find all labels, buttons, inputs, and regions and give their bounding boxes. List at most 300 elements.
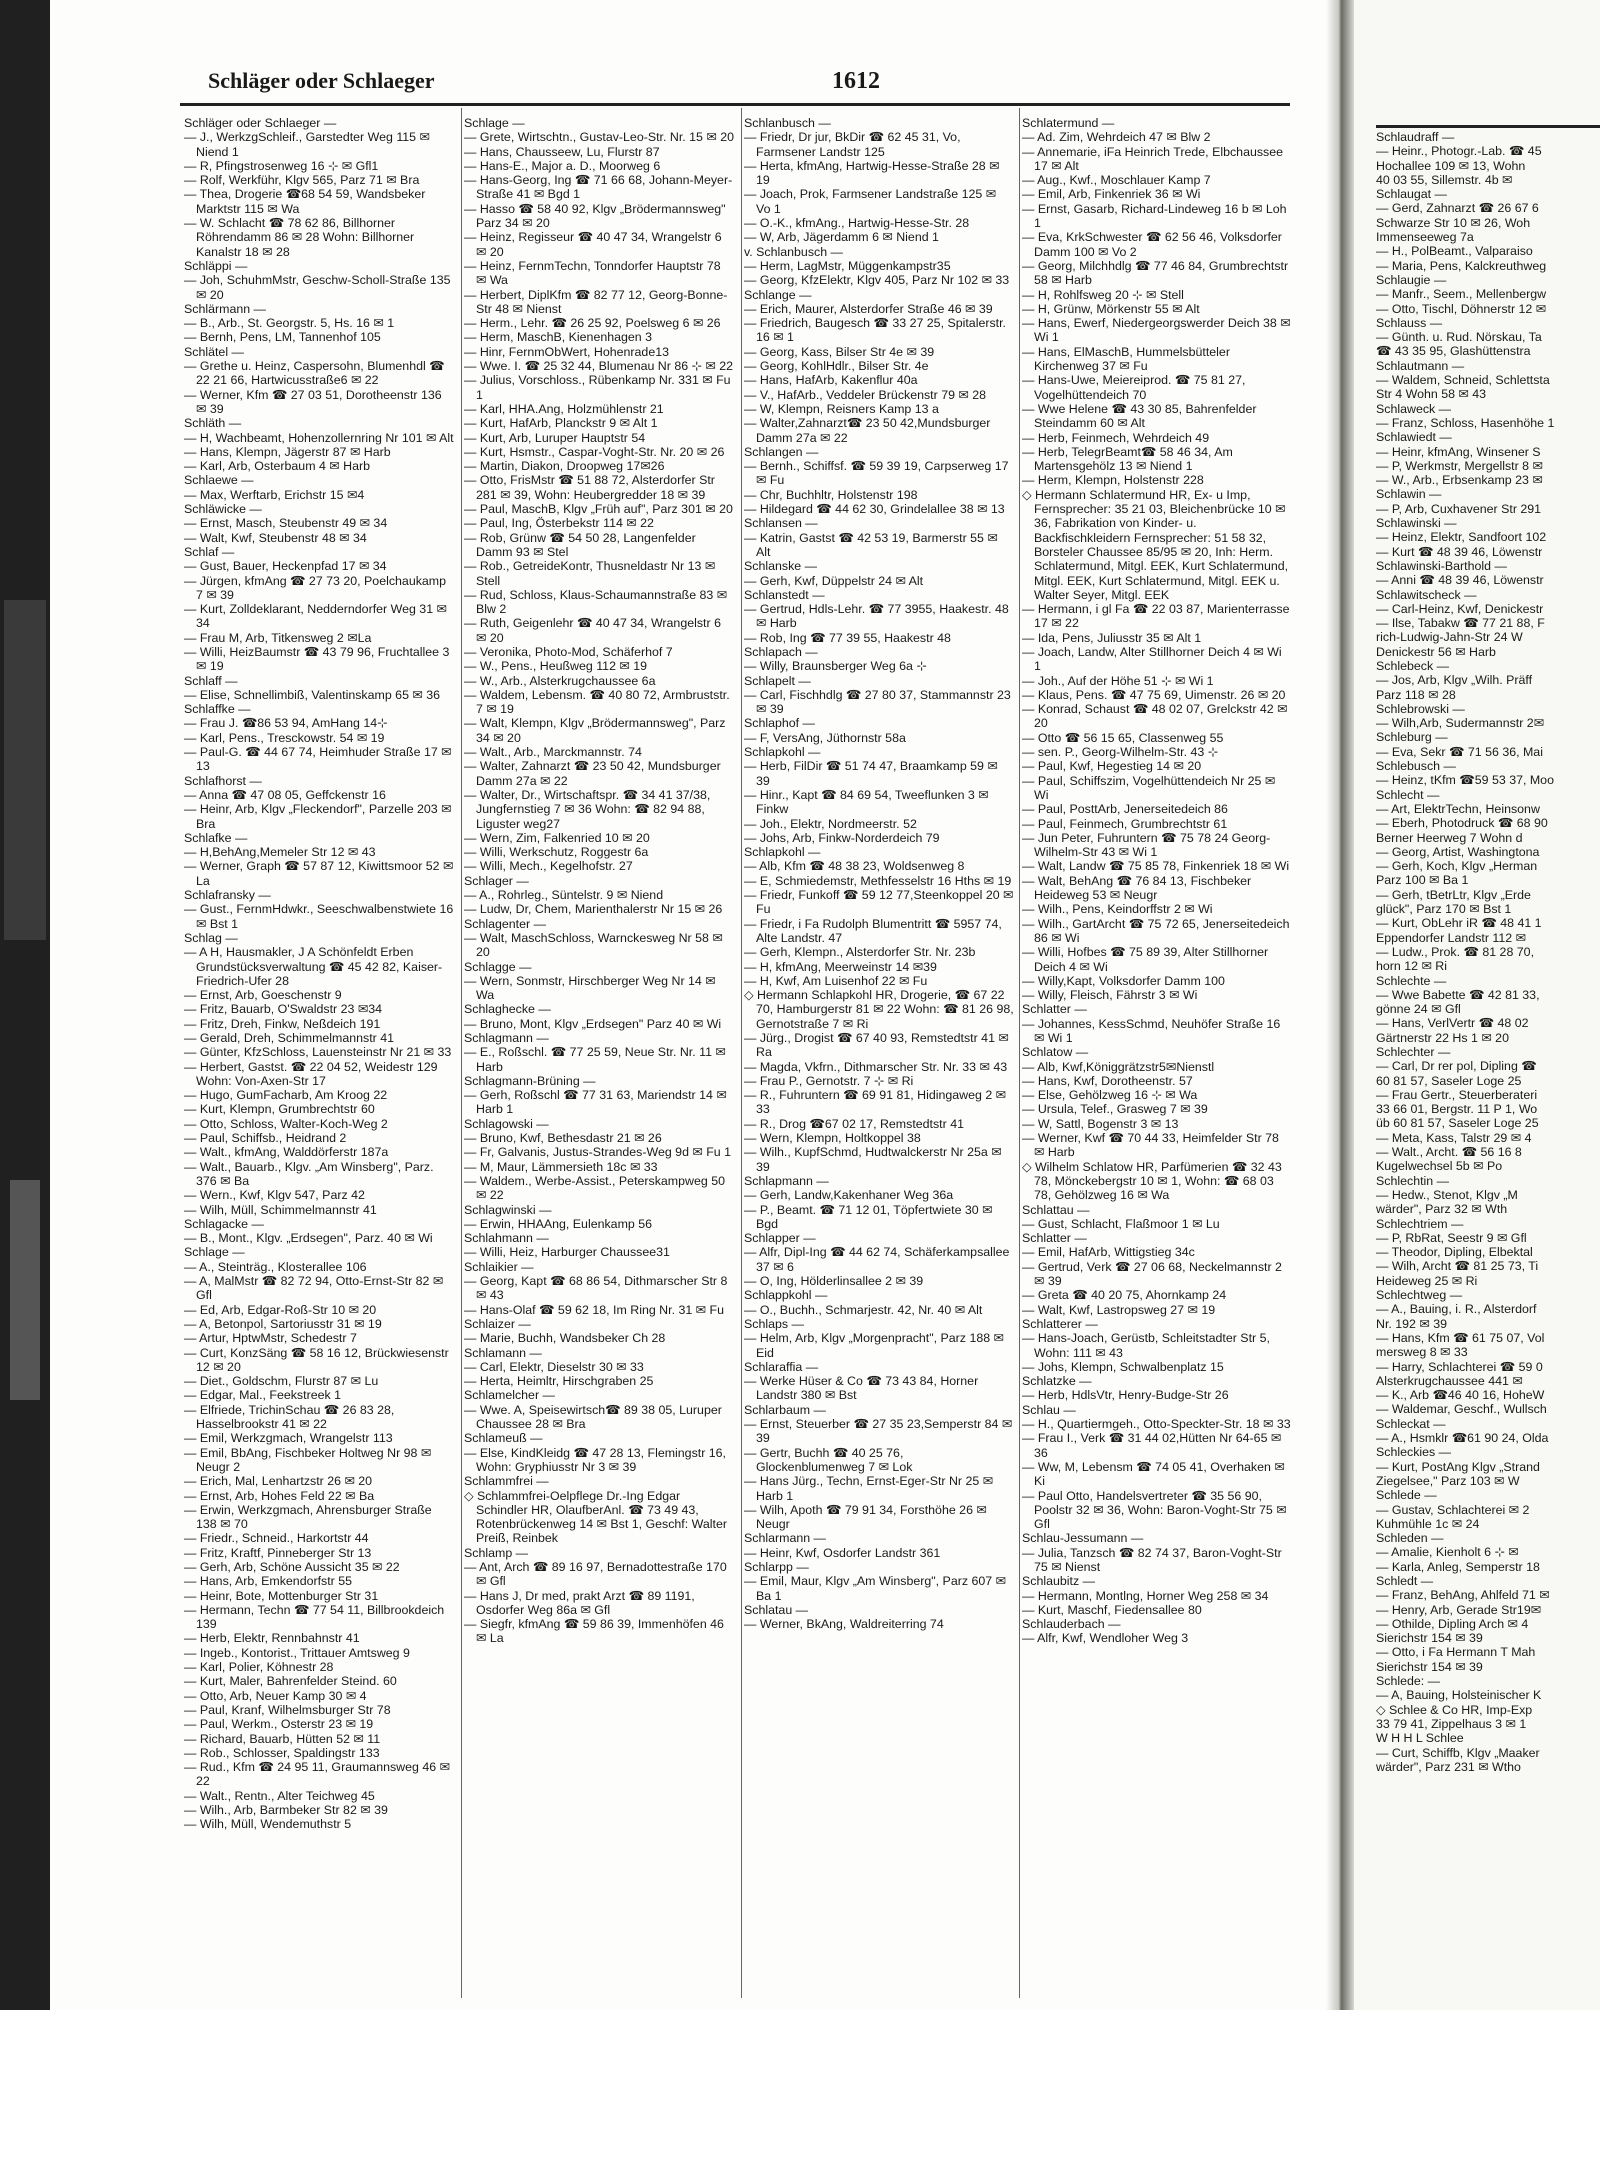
directory-entry: Gärtnerstr 22 Hs 1 ✉ 20 — [1376, 1030, 1509, 1045]
directory-entry: — Werke Hüser & Co ☎ 73 43 84, Horner Landstr 380 ✉ Bst — [744, 1374, 979, 1403]
directory-entry: — Erwin, HHAAng, Eulenkamp 56 — [464, 1216, 653, 1231]
directory-entry: — Hinr, FernmObWert, Hohenrade13 — [464, 344, 669, 359]
directory-entry: — Manfr., Seem., Mellenbergw — [1376, 287, 1547, 302]
directory-entry: — Bernh., Schiffsf. ☎ 59 39 19, Carpserweg 17 ✉ Fu — [744, 459, 1009, 488]
directory-entry: — Julius, Vorschloss., Rübenkamp Nr. 331 ✉ Fu 1 — [464, 373, 731, 402]
directory-entry: — Wilh,Arb, Sudermannstr 2✉ — [1376, 716, 1545, 731]
running-head: Schläger oder Schlaeger — [208, 68, 435, 93]
directory-entry: — Hans-Uwe, Meiereiprod. ☎ 75 81 27, Vogelhüttendeich 70 — [1022, 373, 1246, 402]
surname-heading: Schlaubitz — — [1022, 1574, 1096, 1589]
directory-entry: — Hasso ☎ 58 40 92, Klgv „Brödermannsweg" Parz 34 ✉ 20 — [464, 201, 726, 231]
directory-entry: — Frau P., Gernotstr. 7 ⊹ ✉ Ri — [744, 1073, 914, 1088]
directory-entry: — Harry, Schlachterei ☎ 59 0 — [1376, 1359, 1543, 1374]
directory-entry: — A, Betonpol, Sartoriusstr 31 ✉ 19 — [184, 1316, 382, 1331]
directory-entry: — Georg, KfzElektr, Klgv 405, Parz Nr 102 ✉ 33 — [744, 273, 1010, 288]
directory-entry: — Wilh., GartArcht ☎ 75 72 65, Jenerseitedeich 86 ✉ Wi — [1022, 916, 1290, 945]
directory-entry: — Wern, Sonmstr, Hirschberger Weg Nr 14 ✉ Wa — [464, 973, 716, 1003]
directory-entry: — Jun Peter, Fuhruntern ☎ 75 78 24 Georg-Wilhelm-Str 43 ✉ Wi 1 — [1022, 830, 1271, 860]
directory-entry: — Ilse, Tabakw ☎ 77 21 88, F — [1376, 616, 1545, 631]
directory-entry: — A., Hsmklr ☎61 90 24, Olda — [1376, 1431, 1549, 1446]
surname-heading: Schlechter — — [1376, 1045, 1451, 1059]
directory-entry: — Werner, Graph ☎ 57 87 12, Kiwittsmoor 52 ✉ La — [184, 859, 454, 888]
directory-entry: — O.-K., kfmAng., Hartwig-Hesse-Str. 28 — [744, 216, 970, 231]
directory-entry: — Wilh., Pens, Keindorffstr 2 ✉ Wi — [1022, 902, 1213, 917]
directory-entry: horn 12 ✉ Ri — [1376, 959, 1447, 974]
surname-heading: Schlauderbach — — [1022, 1617, 1121, 1632]
directory-entry: — Paul, PosttArb, Jenerseitedeich 86 — [1022, 802, 1228, 817]
directory-entry: — Heinr, kfmAng, Winsener S — [1376, 444, 1541, 459]
directory-entry: — Ernst, Masch, Steubenstr 49 ✉ 34 — [184, 516, 388, 531]
surname-heading: v. Schlanbusch — — [744, 244, 843, 259]
surname-heading: Schlamann — — [464, 1345, 542, 1360]
surname-heading: Schlahmann — — [464, 1231, 549, 1246]
directory-column-3 — [744, 116, 1014, 1996]
surname-heading: Schlafke — — [184, 830, 248, 845]
directory-entry: — Kurt, Arb, Luruper Hauptstr 54 — [464, 430, 646, 445]
directory-entry: — Herbert, Gastst. ☎ 22 04 52, Weidestr 129 Wohn: Von-Axen-Str 17 — [184, 1059, 438, 1088]
directory-entry: — Rolf, Werkführ, Klgv 565, Parz 71 ✉ Bra — [184, 173, 420, 188]
directory-entry: — Jürg., Drogist ☎ 67 40 93, Remstedtstr 41 ✉ Ra — [744, 1031, 1009, 1060]
directory-entry: — Joach, Landw, Alter Stillhorner Deich 4 ✉ Wi 1 — [1022, 644, 1282, 674]
directory-entry: — Wwe Helene ☎ 43 30 85, Bahrenfelder Steindamm 60 ✉ Alt — [1022, 401, 1257, 431]
surname-heading: Schlatow — — [1022, 1045, 1089, 1060]
directory-entry: — Heinr., Photogr.-Lab. ☎ 45 — [1376, 144, 1542, 159]
surname-heading: Schlecht — — [1376, 787, 1440, 802]
directory-entry: — Herm, Klempn, Holstenstr 228 — [1022, 473, 1204, 488]
directory-entry: — Emil, Arb, Finkenriek 36 ✉ Wi — [1022, 187, 1201, 202]
directory-entry: — Otto, i Fa Hermann T Mah — [1376, 1645, 1536, 1660]
directory-entry: — sen. P., Georg-Wilhelm-Str. 43 ⊹ — [1022, 745, 1219, 760]
directory-entry: — Herm., Lehr. ☎ 26 25 92, Poelsweg 6 ✉ 26 — [464, 316, 721, 331]
directory-entry: — Gerh, Roßschl ☎ 77 31 63, Mariendstr 14 ✉ Harb 1 — [464, 1088, 727, 1117]
directory-entry: — Willi, Werkschutz, Roggestr 6a — [464, 845, 649, 860]
directory-entry: — Friedr, Dr jur, BkDir ☎ 62 45 31, Vo, Farmsener Landstr 125 — [744, 130, 961, 159]
directory-entry: — Maria, Pens, Kalckreuthweg — [1376, 258, 1547, 273]
directory-entry: — Paul, Schiffszim, Vogelhüttendeich Nr 25 ✉ Wi — [1022, 773, 1276, 802]
directory-entry: — Emil, BbAng, Fischbeker Holtweg Nr 98 ✉ Neugr 2 — [184, 1445, 432, 1474]
directory-entry: — Wilh, Apoth ☎ 79 91 34, Forsthöhe 26 ✉ Neugr — [744, 1502, 987, 1532]
directory-entry: — Grethe u. Heinz, Caspersohn, Blumenhdl ☎ 22 21 66, Hartwicusstraße6 ✉ 22 — [184, 359, 445, 388]
directory-entry: — Herb, HdlsVtr, Henry-Budge-Str 26 — [1022, 1388, 1229, 1403]
directory-entry: — Willy,Kapt, Volksdorfer Damm 100 — [1022, 973, 1225, 988]
directory-entry: — Alb, Kfm ☎ 48 38 23, Woldsenweg 8 — [744, 859, 965, 874]
surname-heading: Schlau-Jessumann — — [1022, 1531, 1144, 1546]
directory-entry: Eppendorfer Landstr 112 ✉ — [1376, 930, 1526, 945]
directory-entry: ◇ Schlammfrei-Oelpflege Dr.-Ing Edgar Schindler HR, OlaufberAnl. ☎ 73 49 43, Rotenbrückenweg 14 ✉ Bst 1, Geschf: Walter Preiß, Reinbek — [464, 1488, 727, 1546]
directory-entry: — Hans, Klempn, Jägerstr 87 ✉ Harb — [184, 444, 391, 459]
directory-entry: — Kurt, ObLehr iR ☎ 48 41 1 — [1376, 916, 1542, 931]
directory-entry: — Otto, FrisMstr ☎ 51 88 72, Alsterdorfer Str 281 ✉ 39, Wohn: Heubergredder 18 ✉ 39 — [464, 473, 715, 502]
directory-entry: — Julia, Tanzsch ☎ 82 74 37, Baron-Voght-Str 75 ✉ Nienst — [1022, 1545, 1282, 1574]
surname-heading: Schlauss — — [1376, 315, 1443, 330]
directory-entry: — Carl, Dr rer pol, Dipling ☎ — [1376, 1059, 1537, 1074]
directory-entry: — Elfriede, TrichinSchau ☎ 26 83 28, Hasselbrookstr 41 ✉ 22 — [184, 1402, 395, 1432]
directory-entry: — Gertr, Buchh ☎ 40 25 76, Glockenblumenweg 7 ✉ Lok — [744, 1445, 913, 1474]
surname-heading: Schlawin — — [1376, 487, 1442, 502]
directory-entry: — P, Arb, Cuxhavener Str 291 — [1376, 501, 1542, 516]
directory-entry: 40 03 55, Sillemstr. 4b ✉ — [1376, 172, 1513, 187]
directory-entry: — Wilh, Müll, Schimmelmannstr 41 — [184, 1202, 377, 1217]
directory-entry: ◇ Hermann Schlatermund HR, Ex- u Imp, Fernsprecher: 35 21 03, Bleichenbrücke 10 ✉ 36, Fabrikation von Kinder- u. Backfischkleidern Fernsprecher: 51 58 32, Borsteler Chaussee 85/95 ✉ 20, Inh: Herm. Schlatermund, Mitgl. EEK, Kurt Schlatermund, Mitgl. EEK, Kurt Schlatermund, Mitgl. EEK u. Walter Seyer, Mitgl. EEK — [1022, 487, 1289, 602]
surname-heading: Schlatau — — [744, 1602, 809, 1617]
directory-entry: — Hinr., Kapt ☎ 84 69 54, Tweeflunken 3 ✉ Finkw — [744, 787, 989, 817]
directory-entry: — Gerh, Kwf, Düppelstr 24 ✉ Alt — [744, 573, 924, 588]
surname-heading: Schlafhorst — — [184, 773, 262, 788]
directory-entry: Heideweg 25 ✉ Ri — [1376, 1273, 1478, 1288]
directory-entry: — E., Roßschl. ☎ 77 25 59, Neue Str. Nr. 11 ✉ Harb — [464, 1045, 726, 1074]
directory-entry: — Carl-Heinz, Kwf, Denickestr — [1376, 601, 1544, 616]
directory-entry: Str 4 Wohn 58 ✉ 43 — [1376, 387, 1487, 402]
directory-entry: — Alfr, Kwf, Wendloher Weg 3 — [1022, 1631, 1189, 1646]
directory-entry: — H, Wachbeamt, Hohenzollernring Nr 101 ✉ Alt — [184, 430, 454, 445]
directory-entry: — A H, Hausmakler, J A Schönfeldt Erben Grundstücksverwaltung ☎ 45 42 82, Kaiser-Friedrich-Ufer 28 — [184, 945, 443, 988]
directory-entry: — Günter, KfzSchloss, Lauensteinstr Nr 21 ✉ 33 — [184, 1045, 452, 1060]
directory-entry: üb 60 81 57, Saseler Loge 25 — [1376, 1116, 1539, 1131]
directory-entry: — Hugo, GumFacharb, Am Kroog 22 — [184, 1088, 388, 1103]
directory-entry: — Gerh, Landw,Kakenhaner Weg 36a — [744, 1188, 954, 1203]
directory-entry: — Gertrud, Hdls-Lehr. ☎ 77 3955, Haakestr. 48 ✉ Harb — [744, 602, 1009, 631]
surname-heading: Schlarmann — — [744, 1531, 826, 1546]
surname-heading: Schlebeck — — [1376, 658, 1450, 673]
directory-entry: — Kurt, Klempn, Grumbrechtstr 60 — [184, 1102, 375, 1117]
directory-column-1 — [184, 116, 454, 1996]
directory-entry: — Joh., Elektr, Nordmeerstr. 52 — [744, 816, 917, 831]
directory-entry: — Bruno, Mont, Klgv „Erdsegen" Parz 40 ✉ Wi — [464, 1016, 722, 1031]
column-divider — [461, 108, 462, 1998]
directory-entry: — Fritz, Kraftf, Pinneberger Str 13 — [184, 1545, 372, 1560]
directory-entry: — Magda, Vkfrn., Dithmarscher Str. Nr. 33 ✉ 43 — [744, 1059, 1008, 1074]
directory-entry: — Ad. Zim, Wehrdeich 47 ✉ Blw 2 — [1022, 130, 1211, 145]
directory-entry: — Elise, Schnellimbiß, Valentinskamp 65 ✉ 36 — [184, 687, 441, 702]
directory-column-5 — [1376, 130, 1600, 2010]
directory-entry: — A., Rohrleg., Süntelstr. 9 ✉ Niend — [464, 888, 664, 903]
surname-heading: Schlagge — — [464, 959, 532, 974]
directory-entry: — Walt, Klempn, Klgv „Brödermannsweg", Parz 34 ✉ 20 — [464, 716, 726, 745]
directory-entry: — Rob, Grünw ☎ 54 50 28, Langenfelder Damm 93 ✉ Stel — [464, 530, 696, 559]
surname-heading: Schlatermund — — [1022, 116, 1115, 130]
directory-entry: — Heinr, Bote, Mottenburger Str 31 — [184, 1588, 379, 1603]
directory-entry: — Gust, Bauer, Heckenpfad 17 ✉ 34 — [184, 559, 387, 574]
surname-heading: Schlaphof — — [744, 716, 815, 731]
directory-entry: — Frau J. ☎86 53 94, AmHang 14⊹ — [184, 716, 388, 731]
directory-entry: — Ernst, Arb, Hohes Feld 22 ✉ Ba — [184, 1488, 375, 1503]
directory-entry: — Bernh, Pens, LM, Tannenhof 105 — [184, 330, 381, 345]
directory-entry: — Paul, MaschB, Klgv „Früh auf", Parz 301 ✉ 20 — [464, 502, 733, 517]
directory-entry: — B., Arb., St. Georgstr. 5, Hs. 16 ✉ 1 — [184, 316, 395, 331]
surname-heading: Schlage — — [464, 116, 525, 130]
surname-heading: Schlatter — — [1022, 1002, 1087, 1017]
surname-heading: Schlapmann — — [744, 1173, 829, 1188]
directory-entry: — Hans, Arb, Emkendorfstr 55 — [184, 1574, 353, 1589]
directory-entry: — Hildegard ☎ 44 62 30, Grindelallee 38 ✉ 13 — [744, 502, 1005, 517]
directory-entry: — W. Schlacht ☎ 78 62 86, Billhorner Röhrendamm 86 ✉ 28 Wohn: Billhorner Kanalstr 18 ✉ 28 — [184, 216, 415, 259]
directory-entry: — Hans J, Dr med, prakt Arzt ☎ 89 1191, Osdorfer Weg 86a ✉ Gfl — [464, 1588, 695, 1617]
surname-heading: Schlede — — [1376, 1488, 1437, 1503]
surname-heading: Schlagenter — — [464, 916, 546, 931]
surname-heading: Schlautmann — — [1376, 358, 1465, 373]
directory-entry: — Erich, Maurer, Alsterdorfer Straße 46 ✉ 39 — [744, 301, 993, 316]
surname-heading: Schlau — — [1022, 1402, 1076, 1417]
directory-entry: — Hans-Olaf ☎ 59 62 18, Im Ring Nr. 31 ✉ Fu — [464, 1302, 724, 1317]
directory-entry: — Willy, Fleisch, Fährstr 3 ✉ Wi — [1022, 988, 1198, 1003]
directory-entry: — Fr, Galvanis, Justus-Strandes-Weg 9d ✉ Fu 1 — [464, 1145, 732, 1160]
surname-heading: Schläth — — [184, 416, 242, 431]
directory-entry: — Rud., Kfm ☎ 24 95 11, Graumannsweg 46 ✉ 22 — [184, 1760, 450, 1789]
directory-entry: — Hermann, Montlng, Horner Weg 258 ✉ 34 — [1022, 1588, 1269, 1603]
directory-entry: — Meta, Kass, Talstr 29 ✉ 4 — [1376, 1130, 1532, 1145]
directory-entry: — Rob, Ing ☎ 77 39 55, Haakestr 48 — [744, 630, 951, 645]
directory-entry: — Martin, Diakon, Droopweg 17✉26 — [464, 459, 665, 474]
directory-entry: — Rob., GetreideKontr, Thusneldastr Nr 13 ✉ Stell — [464, 559, 716, 588]
surname-heading: Schlange — — [744, 287, 812, 302]
directory-entry: — J., WerkzgSchleif., Garstedter Weg 115 ✉ Niend 1 — [184, 130, 430, 159]
directory-entry: — Walt., kfmAng, Walddörferstr 187a — [184, 1145, 389, 1160]
directory-entry: — Emil, Maur, Klgv „Am Winsberg", Parz 607 ✉ Ba 1 — [744, 1574, 1006, 1603]
directory-entry: — Wilh., Arb, Barmbeker Str 82 ✉ 39 — [184, 1803, 388, 1818]
surname-heading: Schlattau — — [1022, 1202, 1090, 1217]
directory-entry: — Georg, KohlHdlr., Bilser Str. 4e — [744, 359, 929, 374]
directory-entry: — Otto, Arb, Neuer Kamp 30 ✉ 4 — [184, 1688, 367, 1703]
directory-entry: — Joh., Auf der Höhe 51 ⊹ ✉ Wi 1 — [1022, 673, 1214, 688]
directory-column-2 — [464, 116, 734, 1996]
surname-heading: Schledt — — [1376, 1573, 1434, 1588]
directory-entry: Sierichstr 154 ✉ 39 — [1376, 1631, 1483, 1646]
directory-entry: — Kurt, HafArb, Planckstr 9 ✉ Alt 1 — [464, 416, 658, 431]
surname-heading: Schlaewe — — [184, 473, 254, 488]
surname-heading: Schlaraffia — — [744, 1359, 819, 1374]
directory-entry: — Walt., Bauarb., Klgv. „Am Winsberg", Parz. 376 ✉ Ba — [184, 1159, 434, 1188]
directory-entry: — Gerh, Koch, Klgv „Herman — [1376, 859, 1538, 874]
directory-entry: Kugelwechsel 5b ✉ Po — [1376, 1159, 1503, 1174]
directory-entry: — Ida, Pens, Juliusstr 35 ✉ Alt 1 — [1022, 630, 1202, 645]
directory-entry: — Hans Jürg., Techn, Ernst-Eger-Str Nr 25 ✉ Harb 1 — [744, 1474, 994, 1503]
directory-entry: — Wwe Babette ☎ 42 81 33, — [1376, 987, 1540, 1002]
directory-entry: — Walter,Zahnarzt☎ 23 50 42,Mundsburger Damm 27a ✉ 22 — [744, 416, 991, 445]
surname-heading: Schlapelt — — [744, 673, 811, 688]
directory-entry: — Gerh, Klempn., Alsterdorfer Str. Nr. 23b — [744, 945, 976, 960]
directory-entry: — W, Klempn, Reisners Kamp 13 a — [744, 401, 939, 416]
directory-entry: — Heinr, Kwf, Osdorfer Landstr 361 — [744, 1545, 941, 1560]
directory-entry: — Art, ElektrTechn, Heinsonw — [1376, 801, 1540, 816]
directory-entry: — Ed, Arb, Edgar-Roß-Str 10 ✉ 20 — [184, 1302, 377, 1317]
directory-entry: — Marie, Buchh, Wandsbeker Ch 28 — [464, 1331, 666, 1346]
directory-entry: — Wern, Zim, Falkenried 10 ✉ 20 — [464, 830, 650, 845]
directory-entry: — Kurt ☎ 48 39 46, Löwenstr — [1376, 544, 1543, 559]
surname-heading: Schlaffke — — [184, 702, 251, 717]
directory-entry: — Friedr., Schneid., Harkortstr 44 — [184, 1531, 369, 1546]
directory-entry: — Walter, Dr., Wirtschaftspr. ☎ 34 41 37/38, Jungfernstieg 7 ✉ 36 Wohn: ☎ 82 94 88, Liguster weg27 — [464, 787, 711, 831]
directory-entry: — Günth. u. Rud. Nörskau, Ta — [1376, 330, 1542, 345]
directory-entry: — Walt, BehAng ☎ 76 84 13, Fischbeker Heideweg 53 ✉ Neugr — [1022, 873, 1252, 903]
surname-heading: Schlechtweg — — [1376, 1288, 1463, 1303]
directory-entry: — Georg, Milchhdlg ☎ 77 46 84, Grumbrechtstr 58 ✉ Harb — [1022, 258, 1289, 288]
directory-entry: — A., Bauing, i. R., Alsterdorf — [1376, 1302, 1537, 1317]
surname-heading: Schlaghecke — — [464, 1002, 551, 1017]
directory-entry: — P., Beamt. ☎ 71 12 01, Töpfertwiete 30 ✉ Bgd — [744, 1202, 993, 1231]
directory-entry: — Chr, Buchhltr, Holstenstr 198 — [744, 487, 918, 502]
directory-entry: — A., Steinträg., Klosterallee 106 — [184, 1259, 367, 1274]
directory-entry: — Hans, Kfm ☎ 61 75 07, Vol — [1376, 1330, 1545, 1345]
directory-entry: Hochallee 109 ✉ 13, Wohn — [1376, 158, 1526, 173]
directory-entry: — Wilh, Archt ☎ 81 25 73, Ti — [1376, 1259, 1539, 1274]
directory-entry: — Paul, Feinmech, Grumbrechtstr 61 — [1022, 816, 1228, 831]
directory-entry: — Anni ☎ 48 39 46, Löwenstr — [1376, 573, 1544, 588]
directory-entry: — Willi, Heiz, Harburger Chaussee31 — [464, 1245, 670, 1260]
directory-entry: — Herb, TelegrBeamt☎ 58 46 34, Am Martensgehölz 13 ✉ Niend 1 — [1022, 444, 1233, 474]
directory-entry: Sierichstr 154 ✉ 39 — [1376, 1659, 1483, 1674]
directory-entry: — Joach, Prok, Farmsener Landstraße 125 ✉ Vo 1 — [744, 187, 997, 216]
surname-heading: Schlanbusch — — [744, 116, 831, 130]
directory-entry: — Wilh, Müll, Wendemuthstr 5 — [184, 1817, 352, 1832]
surname-heading: Schlatter — — [1022, 1231, 1087, 1246]
directory-entry: — Eberh, Photodruck ☎ 68 90 — [1376, 816, 1548, 831]
directory-entry: — Eva, Sekr ☎ 71 56 36, Mai — [1376, 744, 1543, 759]
surname-heading: Schlawitscheck — — [1376, 587, 1477, 602]
directory-entry: mersweg 8 ✉ 33 — [1376, 1345, 1468, 1360]
directory-entry: — Ruth, Geigenlehr ☎ 40 47 34, Wrangelstr 6 ✉ 20 — [464, 616, 721, 645]
directory-entry: — Herbert, DiplKfm ☎ 82 77 12, Georg-Bonne-Str 48 ✉ Nienst — [464, 287, 728, 316]
surname-heading: Schlebusch — — [1376, 759, 1456, 774]
directory-entry: — Herm, MaschB, Kienenhagen 3 — [464, 330, 653, 345]
directory-entry: — Carl, Fischhdlg ☎ 27 80 37, Stammannstr 23 ✉ 39 — [744, 687, 1011, 717]
directory-entry: — Rud, Schloss, Klaus-Schaumannstraße 83 ✉ Blw 2 — [464, 587, 728, 617]
surname-heading: Schlansen — — [744, 516, 818, 531]
directory-entry: — Paul, Schiffsb., Heidrand 2 — [184, 1131, 347, 1146]
directory-entry: — Willi, Hofbes ☎ 75 89 39, Alter Stillhorner Deich 4 ✉ Wi — [1022, 945, 1269, 974]
directory-entry: — Bruno, Kwf, Bethesdastr 21 ✉ 26 — [464, 1131, 662, 1146]
scan-margin — [0, 2010, 1600, 2177]
directory-entry: — H., PolBeamt., Valparaiso — [1376, 244, 1533, 259]
surname-heading: Schlapach — — [744, 644, 818, 659]
directory-entry: — Curt, Schiffb, Klgv „Maaker — [1376, 1745, 1540, 1760]
directory-entry: — W., Arb., Alsterkrugchaussee 6a — [464, 673, 656, 688]
directory-entry: — Diet., Goldschm, Flurstr 87 ✉ Lu — [184, 1374, 379, 1389]
directory-entry: — A, Bauing, Holsteinischer K — [1376, 1688, 1542, 1703]
directory-entry: — Walter, Zahnarzt ☎ 23 50 42, Mundsburger Damm 27a ✉ 22 — [464, 759, 721, 788]
directory-entry: — Franz, BehAng, Ahlfeld 71 ✉ — [1376, 1588, 1550, 1603]
directory-entry: — Wern., Kwf, Klgv 547, Parz 42 — [184, 1188, 365, 1203]
directory-entry: Alsterkrugchaussee 441 ✉ — [1376, 1373, 1523, 1388]
directory-entry: — H,BehAng,Memeler Str 12 ✉ 43 — [184, 845, 376, 860]
directory-entry: — Artur, HptwMstr, Schedestr 7 — [184, 1331, 357, 1346]
directory-entry: — Heinz, Elektr, Sandfoort 102 — [1376, 530, 1547, 545]
surname-heading: Schlag — — [184, 930, 238, 945]
directory-entry: — Emil, HafArb, Wittigstieg 34c — [1022, 1245, 1195, 1260]
directory-entry: W H H L Schlee — [1376, 1731, 1464, 1746]
directory-entry: — Hans-Georg, Ing ☎ 71 66 68, Johann-Meyer-Straße 41 ✉ Bgd 1 — [464, 173, 733, 202]
directory-entry: — Frau I., Verk ☎ 31 44 02,Hütten Nr 64-65 ✉ 36 — [1022, 1431, 1282, 1460]
surname-heading: Schlagwinski — — [464, 1202, 552, 1217]
surname-heading: Schlebrowski — — [1376, 701, 1465, 716]
surname-heading: Schlawinski-Barthold — — [1376, 558, 1507, 573]
directory-entry: — Ludw., Prok. ☎ 81 28 70, — [1376, 944, 1535, 959]
directory-entry: — Friedrich, Baugesch ☎ 33 27 25, Spitalerstr. 16 ✉ 1 — [744, 316, 1006, 345]
directory-entry: — V., HafArb., Veddeler Brückenstr 79 ✉ 28 — [744, 387, 987, 402]
directory-entry: — Georg, Kass, Bilser Str 4e ✉ 39 — [744, 344, 935, 359]
directory-entry: — Walt, Kwf, Lastropsweg 27 ✉ 19 — [1022, 1302, 1216, 1317]
directory-entry: Berner Heerweg 7 Wohn d — [1376, 830, 1523, 845]
directory-entry: — Kurt, Hsmstr., Caspar-Voght-Str. Nr. 20 ✉ 26 — [464, 444, 725, 459]
directory-entry: — Gerd, Zahnarzt ☎ 26 67 6 — [1376, 201, 1539, 216]
directory-entry: — Eva, KrkSchwester ☎ 62 56 46, Volksdorfer Damm 100 ✉ Vo 2 — [1022, 230, 1282, 259]
surname-heading: Schlanstedt — — [744, 587, 825, 602]
directory-entry: — Werner, BkAng, Waldreiterring 74 — [744, 1617, 944, 1632]
column-divider — [741, 108, 742, 1998]
surname-heading: Schlanske — — [744, 559, 818, 574]
surname-heading: Schleburg — — [1376, 730, 1448, 745]
directory-entry: — Erwin, Werkzgmach, Ahrensburger Straße 138 ✉ 70 — [184, 1502, 432, 1532]
surname-heading: Schlamelcher — — [464, 1388, 555, 1403]
surname-heading: Schlarbaum — — [744, 1402, 826, 1417]
surname-heading: Schlaff — — [184, 673, 238, 688]
directory-entry: — Gerh, tBetrLtr, Klgv „Erde — [1376, 887, 1531, 902]
surname-heading: Schlappkohl — — [744, 1288, 828, 1303]
surname-heading: Schläppi — — [184, 258, 248, 273]
page-header — [160, 62, 1290, 102]
directory-entry: — Hermann, Techn ☎ 77 54 11, Billbrookdeich 139 — [184, 1602, 445, 1632]
surname-heading: Schlager — — [464, 873, 529, 888]
surname-heading: Schlage — — [184, 1245, 245, 1260]
surname-heading: Schläger oder Schlaeger — — [184, 116, 337, 130]
directory-entry: — Otto, Schloss, Walter-Koch-Weg 2 — [184, 1116, 388, 1131]
directory-entry: — Emil, Werkzgmach, Wrangelstr 113 — [184, 1431, 393, 1446]
surname-heading: Schlätel — — [184, 344, 244, 359]
directory-entry: — Veronika, Photo-Mod, Schäferhof 7 — [464, 644, 673, 659]
directory-entry: — Johs, Arb, Finkw-Norderdeich 79 — [744, 830, 940, 845]
surname-heading: Schlechtriem — — [1376, 1216, 1464, 1231]
directory-entry: — Else, Gehölzweg 16 ⊹ ✉ Wa — [1022, 1088, 1198, 1103]
directory-entry: — Carl, Elektr, Dieselstr 30 ✉ 33 — [464, 1359, 644, 1374]
directory-entry: — Jos, Arb, Klgv „Wilh. Präff — [1376, 673, 1533, 688]
surname-heading: Schlawiedt — — [1376, 430, 1452, 445]
directory-entry: — Wwe. I. ☎ 25 32 44, Blumenau Nr 86 ⊹ ✉ 22 — [464, 359, 733, 374]
directory-entry: — R, Pfingstrosenweg 16 ⊹ ✉ Gfl1 — [184, 158, 379, 173]
directory-entry: — Kurt, PostAng Klgv „Strand — [1376, 1459, 1540, 1474]
directory-entry: — Wwe. A, Speisewirtsch☎ 89 38 05, Luruper Chaussee 28 ✉ Bra — [464, 1402, 722, 1432]
directory-entry: — Gustav, Schlachterei ✉ 2 — [1376, 1502, 1530, 1517]
directory-entry: — Paul Otto, Handelsvertreter ☎ 35 56 90, Poolstr 32 ✉ 36, Wohn: Baron-Voght-Str 75 ✉ Gfl — [1022, 1488, 1287, 1532]
directory-entry: — O, Ing, Hölderlinsallee 2 ✉ 39 — [744, 1274, 924, 1289]
directory-entry: — E, Schmiedemstr, Methfesselstr 16 Hths ✉ 19 — [744, 873, 1012, 888]
directory-entry: — Kurt, Maschf, Fiedensallee 80 — [1022, 1602, 1202, 1617]
directory-entry: — Paul, Ing, Österbekstr 114 ✉ 22 — [464, 516, 654, 531]
directory-entry: — H, Rohlfsweg 20 ⊹ ✉ Stell — [1022, 287, 1184, 302]
surname-heading: Schlagmann — — [464, 1031, 549, 1045]
surname-heading: Schlärmann — — [184, 301, 266, 316]
surname-heading: Schlaugat — — [1376, 187, 1447, 202]
directory-entry: — Kurt, Zolldeklarant, Nedderndorfer Weg 31 ✉ 34 — [184, 602, 447, 631]
directory-entry: — H, Grünw, Mörkenstr 55 ✉ Alt — [1022, 301, 1200, 316]
directory-entry: — W., Arb., Erbsenkamp 23 ✉ — [1376, 473, 1543, 488]
directory-entry: — B., Mont., Klgv. „Erdsegen", Parz. 40 ✉ Wi — [184, 1231, 433, 1246]
directory-entry: — Karl, Pens., Tresckowstr. 54 ✉ 19 — [184, 730, 385, 745]
surname-heading: Schleckat — — [1376, 1416, 1446, 1431]
directory-entry: — Siegfr, kfmAng ☎ 59 86 39, Immenhöfen 46 ✉ La — [464, 1617, 724, 1646]
directory-entry: — Alb, Kwf,Königgrätzstr5✉Nienstl — [1022, 1059, 1215, 1074]
directory-entry: — Aug., Kwf., Moschlauer Kamp 7 — [1022, 173, 1211, 188]
directory-entry: — M, Maur, Lämmersieth 18c ✉ 33 — [464, 1159, 658, 1174]
directory-entry: — Jürgen, kfmAng ☎ 27 73 20, Poelchaukamp 7 ✉ 39 — [184, 573, 447, 602]
directory-entry: — Gerald, Dreh, Schimmelmannstr 41 — [184, 1031, 395, 1045]
directory-entry: — Walt, Kwf, Steubenstr 48 ✉ 34 — [184, 530, 367, 545]
directory-entry: — Max, Werftarb, Erichstr 15 ✉4 — [184, 487, 365, 502]
directory-entry: — Gerh, Arb, Schöne Aussicht 35 ✉ 22 — [184, 1559, 400, 1574]
directory-entry: — Ernst, Steuerber ☎ 27 35 23,Semperstr 84 ✉ 39 — [744, 1417, 1013, 1446]
directory-entry: — Grete, Wirtschtn., Gustav-Leo-Str. Nr. 15 ✉ 20 — [464, 130, 734, 145]
directory-entry: — Waldem, Schneid, Schlettsta — [1376, 373, 1550, 388]
directory-entry: — Walt., Archt. ☎ 56 16 8 — [1376, 1145, 1522, 1160]
directory-entry: — Paul, Kwf, Hegestieg 14 ✉ 20 — [1022, 759, 1202, 774]
